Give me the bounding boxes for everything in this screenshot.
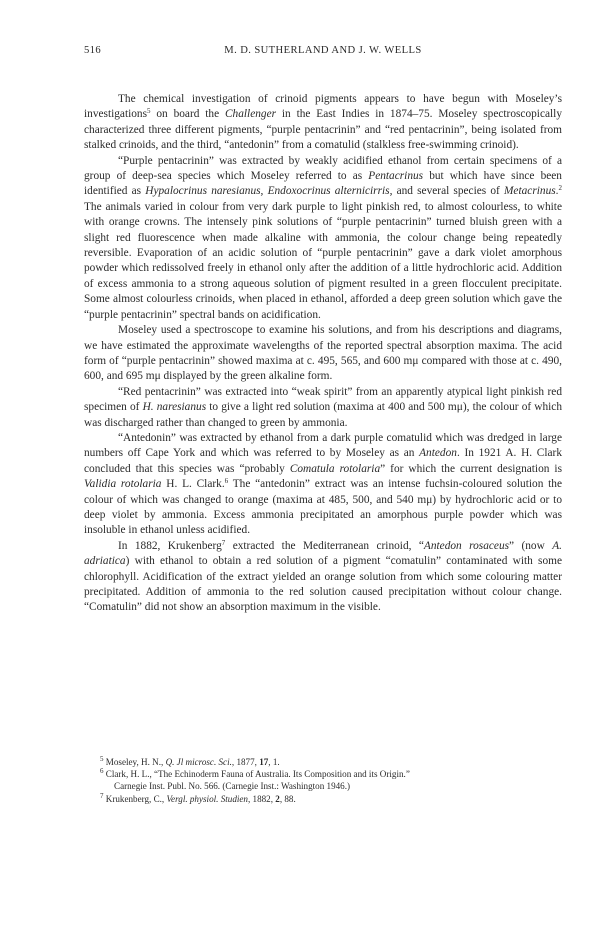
page-number: 516 — [84, 45, 102, 56]
taxon-name: Pentacrinus — [368, 170, 424, 183]
journal-title: Vergl. physiol. Studien — [166, 793, 248, 804]
footnote-ref: 7 — [221, 538, 226, 547]
footnote-ref: 2 — [558, 184, 562, 193]
paragraph-5: “Antedonin” was extracted by ethanol from a dark purple comatulid which was dredged in large numbers off Cape York and which was referred to by Moseley as an Antedon. In 1921 A. H. Clark concluded that this species was “probably Comatula rotolaria” for which the current designation is Validia rotolaria H. L. Clark.$^6$ The “antedonin” extract was an intense fuchsin-coloured solution the colour of which was changed to orange (maxima at 485, 500, and 540 mμ) by hydrochloric acid or to deep violet by ammonia. Excess ammonia precipitated an amorphous purple powder which was insoluble in ethanol unless acidified. — [84, 431, 563, 537]
taxon-name: A. adriatica — [84, 539, 562, 568]
taxon-name: Antedon — [419, 447, 457, 460]
paragraph-1: The chemical investigation of crinoid pigments appears to have begun with Moseley’s investigations$^5$ on board the Challenger in the East Indies in 1874–75. Moseley spectroscopically characterized three different pigments, “purple pentacrinin” and “red pentacrinin”, being isolated from stalked crinoids, and the third, “antedonin” from a comatulid (stalkless free-swimming crinoid). — [84, 93, 562, 152]
footnote-6: $^6$ Clark, H. L., “The Echinoderm Fauna of Australia. Its Composition and its Origin.” — [100, 767, 410, 780]
taxon-name: Antedon rosaceus — [423, 539, 510, 552]
taxon-name: Comatula rotolaria — [289, 462, 381, 475]
taxon-name: Metacrinus — [503, 185, 556, 198]
footnotes — [84, 756, 562, 805]
taxon-name: Hypalocrinus naresianus, Endoxocrinus alternicirris, — [145, 185, 393, 198]
footnote-ref: 6 — [224, 477, 229, 486]
paragraph-2: “Purple pentacrinin” was extracted by weakly acidified ethanol from certain specimens of a group of deep-sea species which Moseley referred to as Pentacrinus but which have since been identified as Hypalocrinus naresianus, Endoxocrinus alternicirris, and several species of Metacrinus.$^2$ The animals varied in colour from very dark purple to light pinkish red, to almost colourless, to white with orange crowns. The intensely pink solutions of “purple pentacrinin” turned bluish green with a slight red fluorescence when made alkaline with ammonia, the colour change being repeatedly reversible. Evaporation of an acidic solution of “purple pentacrinin” gave a dark violet amorphous powder which redissolved freely in ethanol only after the addition of a little hydrochloric acid. Addition of excess ammonia to a strong aqueous solution of pigment resulted in a green flocculent precipitate. Some almost colourless crinoids, when placed in ethanol, afforded a deep green solution which gave the “purple pentacrinin” spectral bands on acidification. — [84, 154, 562, 321]
journal-title: Q. Jl microsc. Sci. — [165, 757, 232, 767]
paragraph-3: Moseley used a spectroscope to examine his solutions, and from his descriptions and diagrams, we have estimated the approximate wavelengths of the reported spectral absorption maxima. The acid form of “purple pentacrinin” showed maxima at c. 495, 565, and 600 mμ compared with those at c. 490, 600, and 695 mμ displayed by the green alkaline form. — [84, 324, 562, 383]
paragraph-4: “Red pentacrinin” was extracted into “weak spirit” from an apparently atypical light pinkish red specimen of H. naresianus to give a light red solution (maxima at 400 and 500 mμ), the colour of which was discharged rather than changed to green by ammonia. — [84, 385, 563, 429]
paragraph-6: In 1882, Krukenberg$^7$ extracted the Mediterranean crinoid, “Antedon rosaceus” (now A. adriatica) with ethanol to obtain a red solution of a pigment “comatulin” contaminated with some chlorophyll. Acidification of the extract yielded an orange solution from which some colouring matter precipitated. Addition of ammonia to the red solution caused precipitation without colour change. “Comatulin” did not show an absorption maximum in the visible. — [84, 538, 562, 614]
footnote-6-continuation: Carnegie Inst. Publ. No. 566. (Carnegie Inst.: Washington 1946.) — [114, 781, 351, 792]
running-head: M. D. SUTHERLAND AND J. W. WELLS — [224, 45, 422, 56]
ship-name: Challenger — [224, 108, 277, 121]
footnote-7: $^7$ Krukenberg, C., Vergl. physiol. Studien, 1882, 2, 88. — [100, 791, 296, 804]
footnote-ref: 5 — [147, 107, 151, 116]
page-header — [84, 45, 562, 59]
volume-number: 17 — [259, 757, 269, 767]
taxon-name: Validia rotolaria — [84, 478, 162, 491]
body-text — [84, 92, 562, 616]
taxon-name: H. naresianus — [142, 401, 207, 414]
volume-number: 2 — [275, 793, 280, 804]
footnote-5: $^5$ Moseley, H. N., Q. Jl microsc. Sci., 1877, 17, 1. — [100, 755, 280, 767]
